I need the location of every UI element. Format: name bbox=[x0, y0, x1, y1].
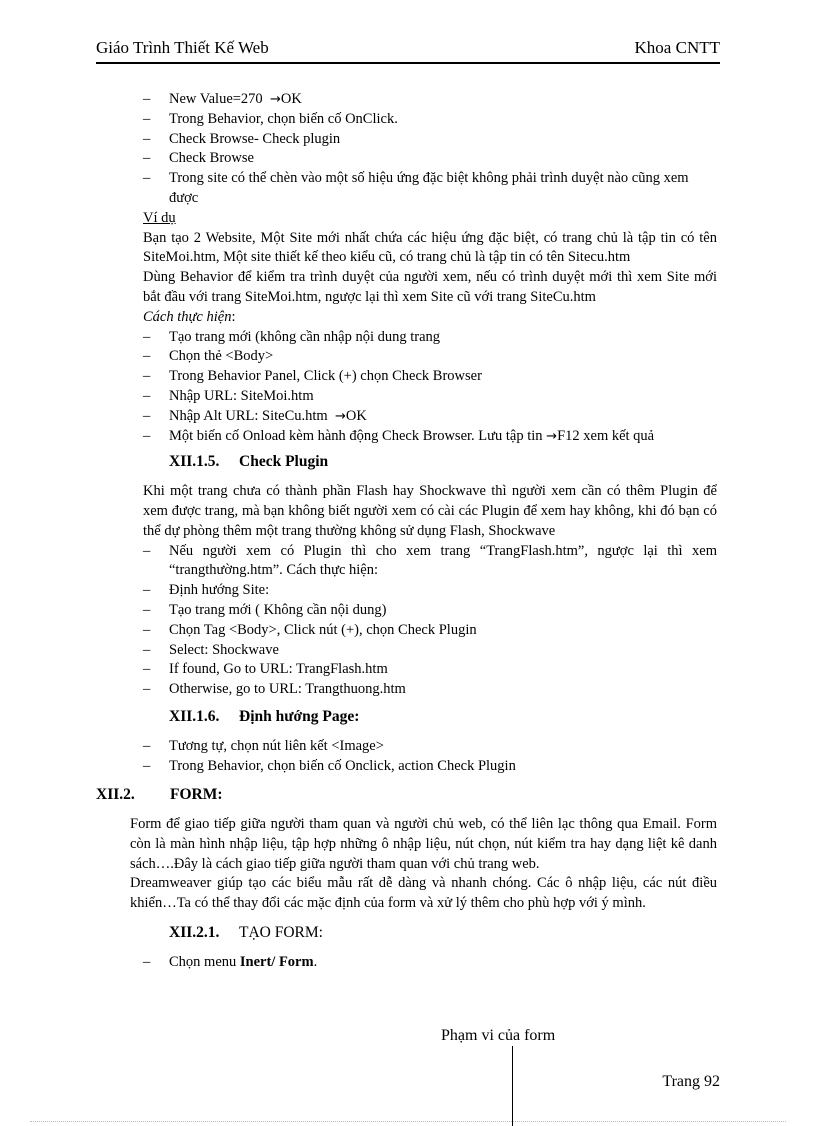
header-department: Khoa CNTT bbox=[634, 38, 720, 57]
example-paragraph: Dùng Behavior để kiểm tra trình duyệt của người xem, nếu có trình duyệt mới thì xem Site mới bắt đầu với trang SiteMoi.htm, ngược lại thì xem Site cũ với trang SiteCu.htm bbox=[143, 269, 717, 305]
list-item: – Trong Behavior Panel, Click (+) chọn Check Browser bbox=[143, 367, 717, 387]
form-intro bbox=[130, 815, 717, 914]
list-item: – Trong site có thể chèn vào một số hiệu ứng đặc biệt không phải trình duyệt nào cũng xem được bbox=[143, 169, 717, 209]
list-item: – Tạo trang mới (không cần nhập nội dung trang bbox=[143, 328, 717, 348]
header-title: Giáo Trình Thiết Kế Web bbox=[96, 38, 269, 57]
list-item: – Tạo trang mới ( Không cần nội dung) bbox=[143, 601, 717, 621]
example-paragraph: Bạn tạo 2 Website, Một Site mới nhất chứa các hiệu ứng đặc biệt, có trang chủ là tập tin có tên SiteMoi.htm, Một site thiết kế theo kiểu cũ, có trang chủ là tập tin có tên Sitecu.htm bbox=[143, 229, 717, 266]
arrow-icon: → bbox=[334, 408, 346, 424]
list-item: – Chọn thẻ <Body> bbox=[143, 347, 717, 367]
list-item: – Trong Behavior, chọn biến cố OnClick. bbox=[143, 110, 717, 130]
page-bottom-rule bbox=[30, 1121, 786, 1122]
list-item: – Nhập Alt URL: SiteCu.htm →OK bbox=[143, 407, 717, 427]
form-paragraph: Dreamweaver giúp tạo các biểu mẫu rất dễ dàng và nhanh chóng. Các ô nhập liệu, các nút điều khiển…Ta có thể thay đổi các mặc định của form và xử lý thêm cho phù hợp với ý mình. bbox=[130, 875, 717, 912]
page-header bbox=[96, 38, 720, 64]
section-heading: XII.2.1. TẠO FORM: bbox=[169, 924, 323, 942]
list-item: – Chọn Tag <Body>, Click nút (+), chọn Check Plugin bbox=[143, 621, 717, 641]
list-check-plugin-steps bbox=[143, 542, 717, 700]
list-item: – Định hướng Site: bbox=[143, 581, 717, 601]
list-item: – Check Browse- Check plugin bbox=[143, 130, 717, 150]
form-paragraph: Form để giao tiếp giữa người tham quan và người chủ web, có thể liên lạc thông qua Email. Form còn là màn hình nhập liệu, tập hợp những ô nhập liệu, nút chọn, nút kiểm tra hay dạng liệt kê danh sách….Đây là cách giao tiếp giữa người tham quan với chủ trang web. bbox=[130, 816, 717, 872]
list-item: – Nếu người xem có Plugin thì cho xem trang “TrangFlash.htm”, ngược lại thì xem “trangthường.htm”. Cách thực hiện: bbox=[143, 542, 717, 582]
list-item: – Tương tự, chọn nút liên kết <Image> bbox=[143, 737, 717, 757]
list-item: – Check Browse bbox=[143, 149, 717, 169]
list-item: – Otherwise, go to URL: Trangthuong.htm bbox=[143, 680, 717, 700]
list-check-browser-steps bbox=[143, 328, 717, 447]
list-item: – Nhập URL: SiteMoi.htm bbox=[143, 387, 717, 407]
page-content bbox=[96, 90, 717, 973]
list-item: – If found, Go to URL: TrangFlash.htm bbox=[143, 660, 717, 680]
page-number: Trang 92 bbox=[662, 1073, 720, 1090]
list-item: – Trong Behavior, chọn biến cố Onclick, action Check Plugin bbox=[143, 757, 717, 777]
section-heading: XII.1.6. Định hướng Page: bbox=[169, 707, 360, 725]
arrow-icon: → bbox=[269, 92, 281, 107]
section-heading: XII.1.5. Check Plugin bbox=[169, 453, 329, 471]
list-item: – Một biến cố Onload kèm hành động Check Browser. Lưu tập tin →F12 xem kết quả bbox=[143, 427, 717, 447]
list-behavior-steps bbox=[143, 90, 717, 209]
list-item: – Chọn menu Inert/ Form. bbox=[143, 953, 717, 973]
list-item: – New Value=270 →OK bbox=[143, 90, 717, 110]
list-page-redirect-steps bbox=[143, 737, 717, 777]
arrow-icon: → bbox=[546, 428, 558, 444]
list-item: – Select: Shockwave bbox=[143, 641, 717, 661]
howto-heading: Cách thực hiện: bbox=[143, 308, 236, 325]
example-heading: Ví dụ bbox=[143, 209, 176, 226]
callout-line bbox=[512, 1046, 513, 1126]
plugin-paragraph: Khi một trang chưa có thành phần Flash hay Shockwave thì người xem cần có thêm Plugin để xem được trang, mà bạn không biết người xem có cài các Plugin để xem hay không, khi đó bạn có thể dự phòng thêm một trang thường không sử dụng Flash, Shockwave bbox=[143, 483, 717, 539]
form-scope-callout: Phạm vi của form bbox=[441, 1027, 556, 1044]
chapter-heading: XII.2. FORM: bbox=[96, 786, 223, 804]
